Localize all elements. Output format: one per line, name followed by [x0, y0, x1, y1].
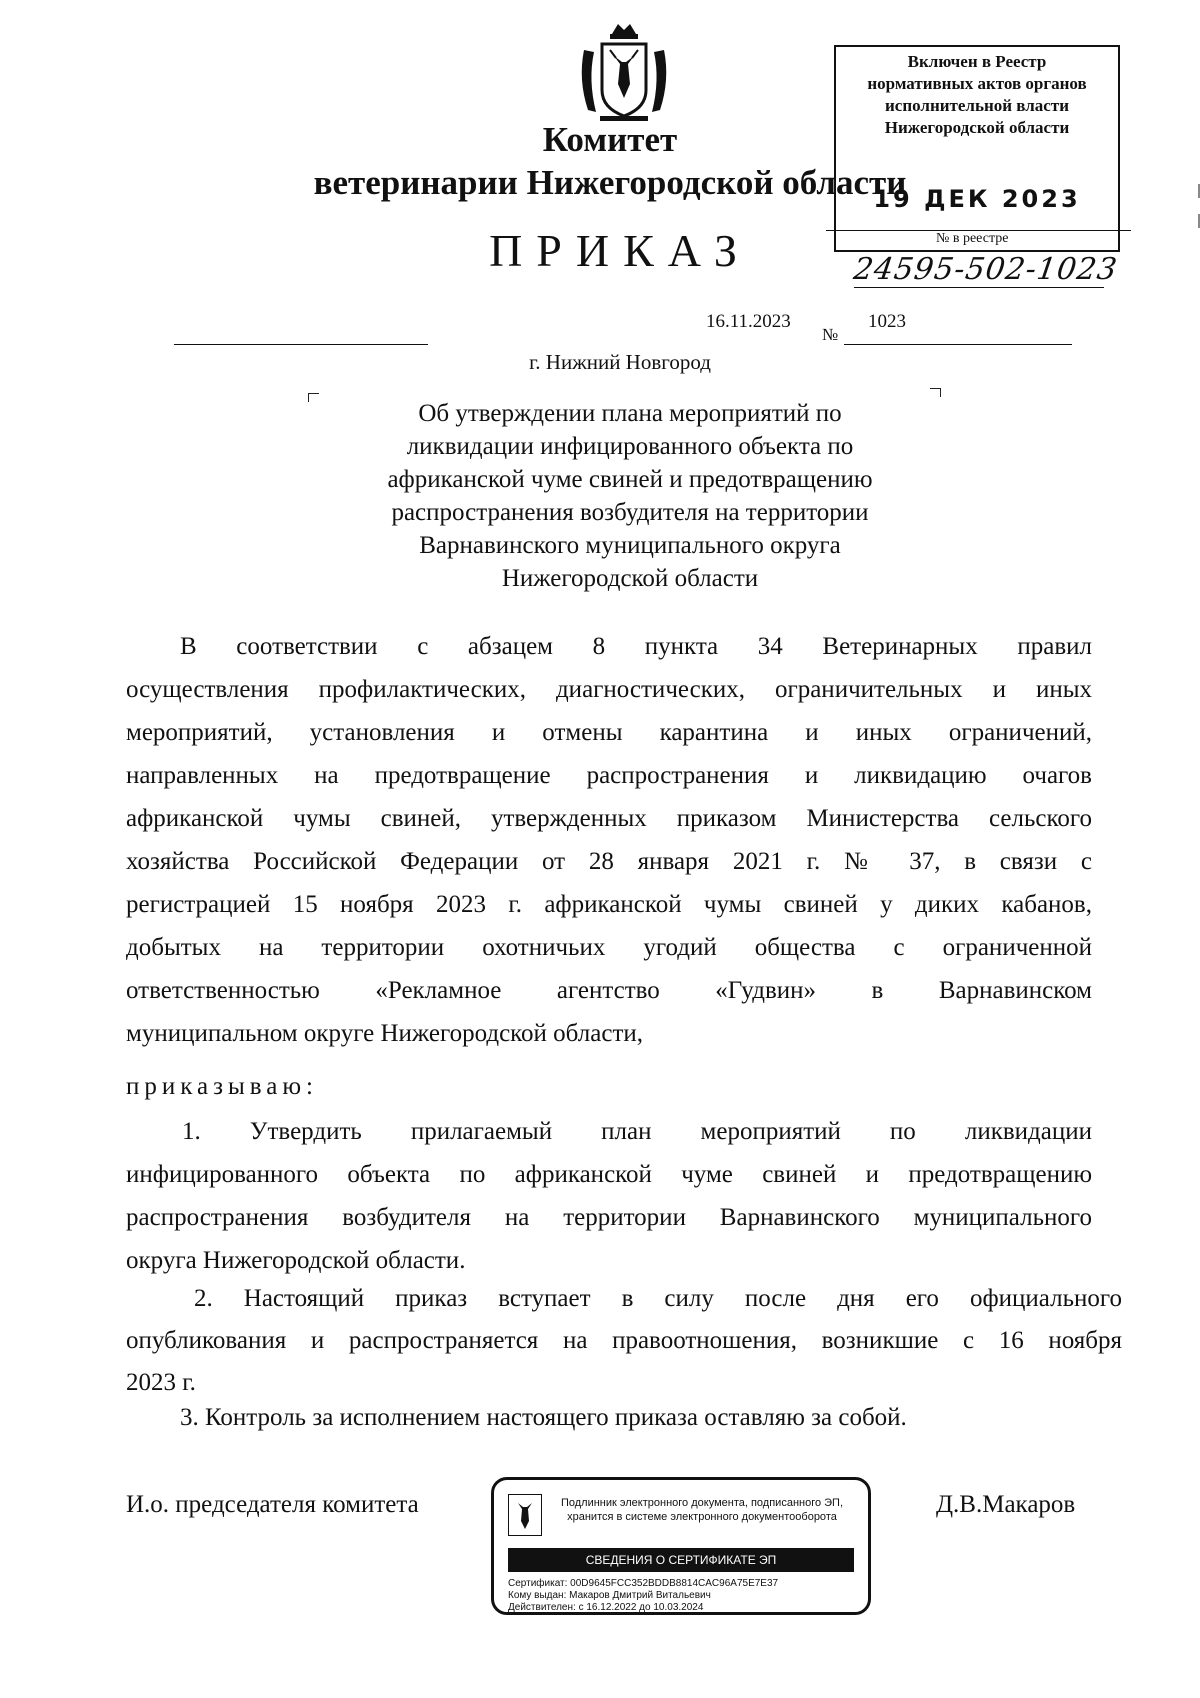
item-3: 3. Контроль за исполнением настоящего приказа оставляю за собой. — [180, 1404, 907, 1431]
title-corner-right — [930, 388, 941, 397]
title-line: Варнавинского муниципального округа — [419, 532, 841, 559]
registry-stamp — [834, 45, 1120, 287]
registry-stamp-text — [836, 51, 1118, 139]
title-line: распространения возбудителя на территории — [391, 499, 869, 526]
certificate-validity: Действителен: с 16.12.2022 до 10.03.2024 — [508, 1602, 704, 1613]
e-signature-note: Подлинник электронного документа, подписанного ЭП, хранится в системе электронного документооборота — [560, 1497, 844, 1523]
item-2 — [126, 1278, 1122, 1404]
preamble-line: осуществления профилактических, диагностических, ограничительных и иных — [126, 676, 1092, 703]
order-title — [300, 397, 960, 595]
title-line: африканской чуме свиней и предотвращению — [387, 466, 873, 493]
coat-of-arms-icon — [574, 20, 674, 125]
preamble-line: В соответствии с абзацем 8 пункта 34 Ветеринарных правил — [180, 633, 1092, 660]
number-underline — [844, 344, 1072, 345]
e-signature-header: СВЕДЕНИЯ О СЕРТИФИКАТЕ ЭП — [508, 1548, 854, 1572]
e-signature-stamp — [491, 1477, 871, 1615]
deer-emblem-icon — [508, 1494, 542, 1536]
signer-name: Д.В.Макаров — [936, 1491, 1076, 1518]
preamble-paragraph — [126, 625, 1092, 1055]
registry-stamp-line: нормативных актов органов — [867, 74, 1087, 93]
preamble-line: муниципальном округе Нижегородской области, — [126, 1020, 643, 1047]
e-signature-details — [508, 1578, 778, 1614]
preamble-line: хозяйства Российской Федерации от 28 января 2021 г. № 37, в связи с — [126, 848, 1092, 875]
date-underline — [174, 344, 428, 345]
preamble-line: африканской чумы свиней, утвержденных приказом Министерства сельского — [126, 805, 1092, 832]
item-1 — [126, 1110, 1092, 1282]
signer-position: И.о. председателя комитета — [126, 1491, 419, 1518]
preamble-line: ответственностью «Рекламное агентство «Гудвин» в Варнавинском — [126, 977, 1092, 1004]
registry-number-underline — [854, 287, 1104, 288]
order-number: 1023 — [868, 311, 906, 332]
preamble-line: мероприятий, установления и отмены карантина и иных ограничений, — [126, 719, 1092, 746]
registry-stamp-line: исполнительной власти — [885, 96, 1069, 115]
city: г. Нижний Новгород — [529, 350, 711, 374]
order-date: 16.11.2023 — [706, 311, 791, 332]
title-line: ликвидации инфицированного объекта по — [406, 433, 854, 460]
registry-stamp-date: 19 ДЕК 2023 — [873, 185, 1081, 213]
title-line: Нижегородской области — [501, 565, 759, 592]
number-sign: № — [822, 325, 839, 344]
title-line: Об утверждении плана мероприятий по — [418, 400, 842, 427]
registry-number-label: № в реестре — [936, 231, 1009, 246]
item-2-line: 2. Настоящий приказ вступает в силу после дня его официального — [194, 1285, 1122, 1312]
org-name-line1: Комитет — [542, 120, 678, 159]
registry-number: 24595-502-1023 — [851, 252, 1120, 287]
certificate-owner: Кому выдан: Макаров Дмитрий Витальевич — [508, 1590, 711, 1601]
item-2-line: 2023 г. — [126, 1369, 196, 1396]
document-type: ПРИКАЗ — [489, 225, 751, 276]
registry-stamp-line: Включен в Реестр — [907, 52, 1047, 71]
org-name-line2: ветеринарии Нижегородской области — [313, 163, 907, 202]
item-2-line: опубликования и распространяется на правоотношения, возникшие с 16 ноября — [126, 1327, 1122, 1354]
certificate-id: Сертификат: 00D9645FCC352BDDB8814CAC96A75E7E37 — [508, 1578, 779, 1589]
preamble-line: направленных на предотвращение распространения и ликвидацию очагов — [126, 762, 1092, 789]
registry-stamp-line: Нижегородской области — [884, 118, 1070, 137]
item-1-line: инфицированного объекта по африканской чуме свиней и предотвращению — [126, 1161, 1092, 1188]
item-1-line: округа Нижегородской области. — [126, 1247, 466, 1274]
preamble-line: регистрацией 15 ноября 2023 г. африканской чумы свиней у диких кабанов, — [126, 891, 1092, 918]
order-word: приказываю: — [126, 1073, 318, 1100]
preamble-line: добытых на территории охотничьих угодий общества с ограниченной — [126, 934, 1092, 961]
item-1-line: 1. Утвердить прилагаемый план мероприятий по ликвидации — [182, 1118, 1092, 1145]
item-1-line: распространения возбудителя на территории Варнавинского муниципального — [126, 1204, 1092, 1231]
